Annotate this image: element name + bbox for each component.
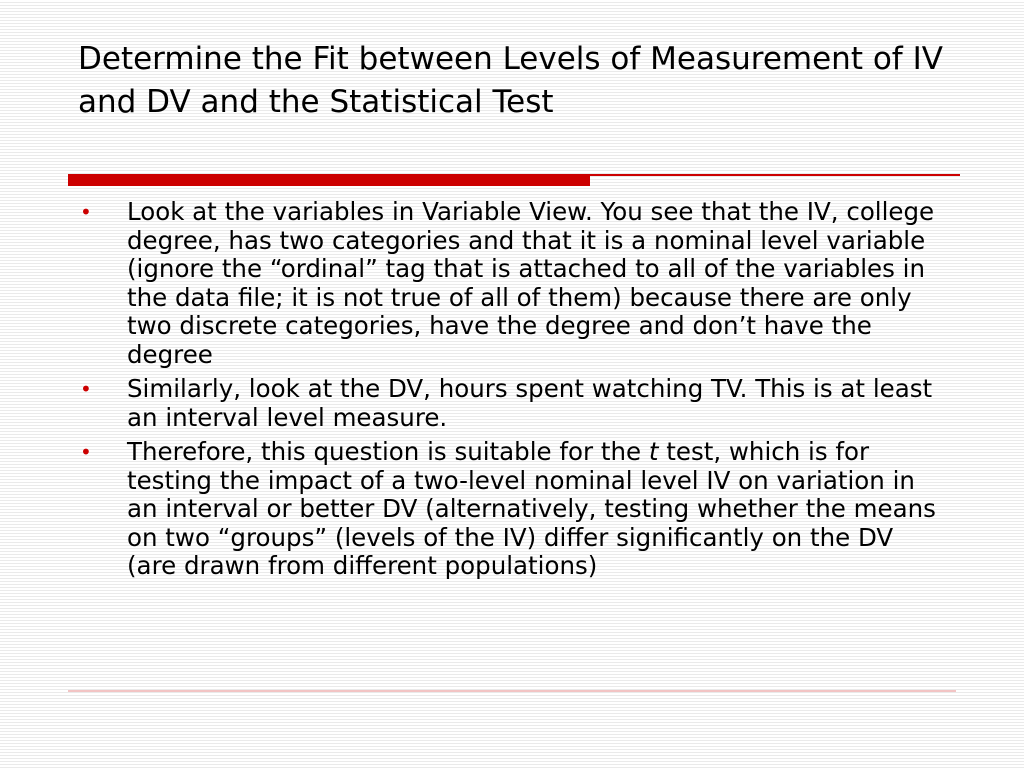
bullet-item (78, 438, 950, 581)
title-divider-line (590, 174, 960, 176)
bullet-item (78, 375, 950, 432)
bullet-text: Look at the variables in Variable View. You see that the IV, college degree, has two categories and that it is a nominal level variable (ignore the “ordinal” tag that is attached to all of the variables in the data file; it is not true of all of them) because there are only two discrete categories, have the degree and don’t have the degree (127, 197, 935, 369)
bullet-list (78, 198, 950, 587)
slide-title: Determine the Fit between Levels of Measurement of IV and DV and the Statistical Test (78, 41, 943, 120)
bullet-marker: • (80, 440, 92, 464)
bullet-text: Similarly, look at the DV, hours spent watching TV. This is at least an interval level measure. (127, 374, 933, 432)
bullet-text-italic: t (648, 437, 659, 466)
bullet-marker: • (80, 200, 92, 224)
bullet-text (127, 437, 936, 580)
bullet-text-before: Therefore, this question is suitable for the (127, 437, 649, 466)
bullet-item (78, 198, 950, 369)
bullet-marker: • (80, 377, 92, 401)
title-divider (68, 174, 960, 186)
footer-divider (68, 690, 956, 692)
title-divider-bar (68, 174, 590, 186)
bullet-text-after: test, which is for testing the impact of a two-level nominal level IV on variation in an interval or better DV (alternatively, testing whether the means on two “groups” (levels of the IV) differ significantly on the DV (are drawn from different populations) (127, 437, 936, 580)
